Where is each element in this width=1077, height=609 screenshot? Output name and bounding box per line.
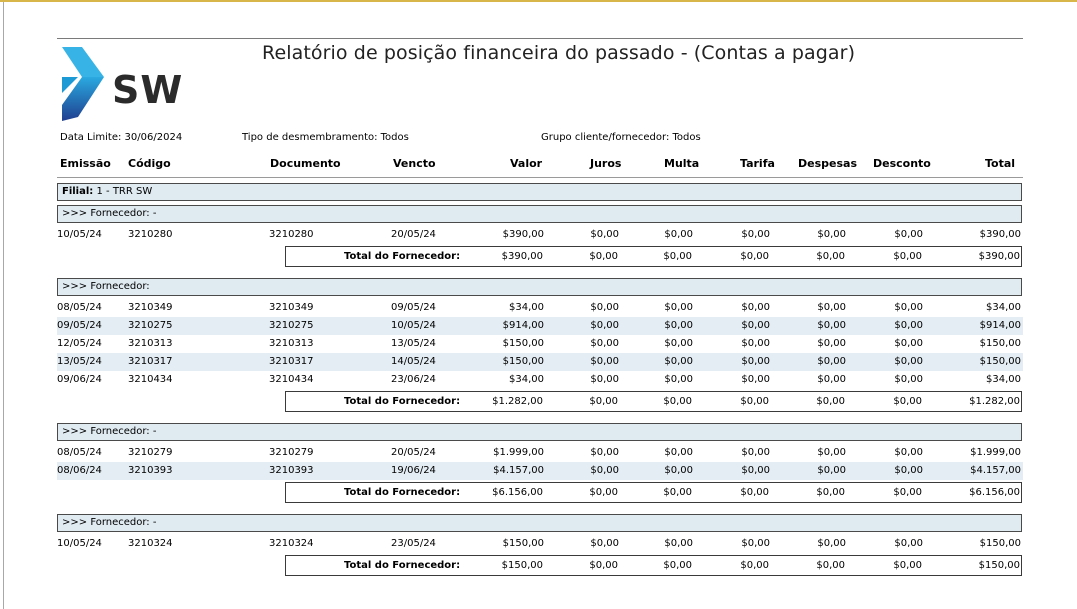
cell-vencto: 10/05/24 bbox=[391, 320, 436, 331]
cell-codigo: 3210280 bbox=[128, 229, 173, 240]
total-value: $0,00 bbox=[893, 396, 922, 407]
cell-tarifa: $0,00 bbox=[741, 338, 770, 349]
total-label: Total do Fornecedor: bbox=[344, 396, 461, 407]
total-value: $0,00 bbox=[816, 487, 845, 498]
cell-tarifa: $0,00 bbox=[741, 374, 770, 385]
total-value: $0,00 bbox=[740, 396, 769, 407]
total-label: Total do Fornecedor: bbox=[344, 251, 461, 262]
fornecedor-total bbox=[285, 246, 1022, 267]
table-row bbox=[57, 462, 1023, 480]
total-value: $1.282,00 bbox=[492, 396, 543, 407]
cell-desconto: $0,00 bbox=[894, 356, 923, 367]
cell-valor: $390,00 bbox=[502, 229, 544, 240]
header-divider bbox=[57, 177, 1023, 178]
filial-value: 1 - TRR SW bbox=[96, 186, 153, 197]
cell-despesas: $0,00 bbox=[817, 302, 846, 313]
cell-desconto: $0,00 bbox=[894, 320, 923, 331]
cell-emissao: 12/05/24 bbox=[57, 338, 102, 349]
col-multa: Multa bbox=[664, 157, 700, 170]
cell-documento: 3210349 bbox=[269, 302, 314, 313]
cell-documento: 3210317 bbox=[269, 356, 314, 367]
cell-valor: $1.999,00 bbox=[493, 447, 544, 458]
col-valor: Valor bbox=[510, 157, 543, 170]
cell-juros: $0,00 bbox=[590, 338, 619, 349]
total-value: $0,00 bbox=[663, 251, 692, 262]
total-label: Total do Fornecedor: bbox=[344, 487, 461, 498]
cell-juros: $0,00 bbox=[590, 320, 619, 331]
cell-valor: $150,00 bbox=[502, 538, 544, 549]
total-value: $6.156,00 bbox=[969, 487, 1020, 498]
cell-multa: $0,00 bbox=[664, 356, 693, 367]
cell-vencto: 20/05/24 bbox=[391, 229, 436, 240]
col-desconto: Desconto bbox=[873, 157, 931, 170]
total-value: $390,00 bbox=[978, 251, 1020, 262]
total-value: $0,00 bbox=[589, 487, 618, 498]
table-row bbox=[57, 317, 1023, 335]
fornecedor-header: >>> Fornecedor: - bbox=[57, 205, 1022, 223]
total-value: $0,00 bbox=[893, 251, 922, 262]
cell-despesas: $0,00 bbox=[817, 374, 846, 385]
cell-documento: 3210313 bbox=[269, 338, 314, 349]
cell-emissao: 08/05/24 bbox=[57, 302, 102, 313]
fornecedor-header: >>> Fornecedor: - bbox=[57, 423, 1022, 441]
cell-vencto: 20/05/24 bbox=[391, 447, 436, 458]
cell-valor: $150,00 bbox=[502, 356, 544, 367]
col-total: Total bbox=[985, 157, 1016, 170]
cell-vencto: 19/06/24 bbox=[391, 465, 436, 476]
cell-vencto: 23/05/24 bbox=[391, 538, 436, 549]
cell-emissao: 10/05/24 bbox=[57, 229, 102, 240]
cell-codigo: 3210324 bbox=[128, 538, 173, 549]
svg-text:SW: SW bbox=[112, 68, 184, 112]
top-border bbox=[0, 0, 1077, 2]
cell-valor: $4.157,00 bbox=[493, 465, 544, 476]
cell-despesas: $0,00 bbox=[817, 356, 846, 367]
cell-juros: $0,00 bbox=[590, 374, 619, 385]
total-value: $0,00 bbox=[893, 487, 922, 498]
total-value: $0,00 bbox=[740, 487, 769, 498]
table-row bbox=[57, 226, 1023, 244]
cell-tarifa: $0,00 bbox=[741, 229, 770, 240]
total-value: $150,00 bbox=[501, 560, 543, 571]
table-row bbox=[57, 335, 1023, 353]
total-value: $390,00 bbox=[501, 251, 543, 262]
cell-total: $4.157,00 bbox=[970, 465, 1021, 476]
sw-logo bbox=[60, 45, 200, 123]
cell-valor: $150,00 bbox=[502, 338, 544, 349]
filial-band bbox=[57, 183, 1022, 201]
col-despesas: Despesas bbox=[798, 157, 857, 170]
cell-vencto: 23/06/24 bbox=[391, 374, 436, 385]
cell-despesas: $0,00 bbox=[817, 447, 846, 458]
cell-multa: $0,00 bbox=[664, 374, 693, 385]
title-divider bbox=[57, 38, 1023, 39]
table-row bbox=[57, 444, 1023, 462]
table-row bbox=[57, 353, 1023, 371]
fornecedor-total bbox=[285, 482, 1022, 503]
col-juros: Juros bbox=[590, 157, 622, 170]
cell-tarifa: $0,00 bbox=[741, 356, 770, 367]
cell-tarifa: $0,00 bbox=[741, 447, 770, 458]
cell-codigo: 3210434 bbox=[128, 374, 173, 385]
cell-total: $914,00 bbox=[979, 320, 1021, 331]
cell-documento: 3210280 bbox=[269, 229, 314, 240]
cell-tarifa: $0,00 bbox=[741, 538, 770, 549]
cell-total: $34,00 bbox=[986, 302, 1021, 313]
table-row bbox=[57, 371, 1023, 389]
cell-documento: 3210434 bbox=[269, 374, 314, 385]
col-emissao: Emissão bbox=[60, 157, 111, 170]
total-value: $0,00 bbox=[589, 560, 618, 571]
cell-multa: $0,00 bbox=[664, 338, 693, 349]
cell-juros: $0,00 bbox=[590, 302, 619, 313]
cell-desconto: $0,00 bbox=[894, 302, 923, 313]
total-label: Total do Fornecedor: bbox=[344, 560, 461, 571]
total-value: $0,00 bbox=[663, 487, 692, 498]
cell-emissao: 09/06/24 bbox=[57, 374, 102, 385]
cell-multa: $0,00 bbox=[664, 538, 693, 549]
total-value: $1.282,00 bbox=[969, 396, 1020, 407]
cell-emissao: 08/05/24 bbox=[57, 447, 102, 458]
tipo-desmembramento: Tipo de desmembramento: Todos bbox=[242, 132, 409, 143]
cell-documento: 3210279 bbox=[269, 447, 314, 458]
total-value: $0,00 bbox=[893, 560, 922, 571]
col-vencto: Vencto bbox=[393, 157, 436, 170]
total-value: $0,00 bbox=[663, 396, 692, 407]
cell-despesas: $0,00 bbox=[817, 538, 846, 549]
cell-codigo: 3210275 bbox=[128, 320, 173, 331]
cell-multa: $0,00 bbox=[664, 465, 693, 476]
cell-desconto: $0,00 bbox=[894, 538, 923, 549]
cell-despesas: $0,00 bbox=[817, 338, 846, 349]
fornecedor-total bbox=[285, 391, 1022, 412]
cell-juros: $0,00 bbox=[590, 356, 619, 367]
cell-vencto: 14/05/24 bbox=[391, 356, 436, 367]
cell-despesas: $0,00 bbox=[817, 229, 846, 240]
cell-desconto: $0,00 bbox=[894, 338, 923, 349]
col-codigo: Código bbox=[128, 157, 171, 170]
col-tarifa: Tarifa bbox=[740, 157, 775, 170]
fornecedor-total bbox=[285, 555, 1022, 576]
cell-emissao: 10/05/24 bbox=[57, 538, 102, 549]
total-value: $0,00 bbox=[816, 251, 845, 262]
total-value: $150,00 bbox=[978, 560, 1020, 571]
cell-desconto: $0,00 bbox=[894, 465, 923, 476]
table-row bbox=[57, 535, 1023, 553]
data-limite: Data Limite: 30/06/2024 bbox=[60, 132, 183, 143]
cell-vencto: 13/05/24 bbox=[391, 338, 436, 349]
cell-desconto: $0,00 bbox=[894, 374, 923, 385]
cell-tarifa: $0,00 bbox=[741, 302, 770, 313]
cell-documento: 3210275 bbox=[269, 320, 314, 331]
filial-label: Filial: bbox=[62, 186, 94, 197]
cell-codigo: 3210393 bbox=[128, 465, 173, 476]
left-border bbox=[3, 2, 4, 609]
cell-emissao: 09/05/24 bbox=[57, 320, 102, 331]
cell-desconto: $0,00 bbox=[894, 229, 923, 240]
total-value: $0,00 bbox=[740, 251, 769, 262]
cell-codigo: 3210317 bbox=[128, 356, 173, 367]
cell-multa: $0,00 bbox=[664, 302, 693, 313]
cell-codigo: 3210279 bbox=[128, 447, 173, 458]
cell-multa: $0,00 bbox=[664, 447, 693, 458]
cell-multa: $0,00 bbox=[664, 229, 693, 240]
cell-codigo: 3210349 bbox=[128, 302, 173, 313]
grupo-fornecedor: Grupo cliente/fornecedor: Todos bbox=[541, 132, 701, 143]
cell-multa: $0,00 bbox=[664, 320, 693, 331]
cell-valor: $914,00 bbox=[502, 320, 544, 331]
cell-total: $150,00 bbox=[979, 356, 1021, 367]
cell-documento: 3210324 bbox=[269, 538, 314, 549]
fornecedor-header: >>> Fornecedor: - bbox=[57, 514, 1022, 532]
cell-codigo: 3210313 bbox=[128, 338, 173, 349]
cell-total: $390,00 bbox=[979, 229, 1021, 240]
cell-desconto: $0,00 bbox=[894, 447, 923, 458]
cell-total: $1.999,00 bbox=[970, 447, 1021, 458]
table-row bbox=[57, 299, 1023, 317]
cell-vencto: 09/05/24 bbox=[391, 302, 436, 313]
cell-tarifa: $0,00 bbox=[741, 320, 770, 331]
cell-juros: $0,00 bbox=[590, 447, 619, 458]
total-value: $0,00 bbox=[589, 251, 618, 262]
col-documento: Documento bbox=[270, 157, 341, 170]
report-title: Relatório de posição financeira do passado - (Contas a pagar) bbox=[262, 42, 856, 64]
cell-despesas: $0,00 bbox=[817, 465, 846, 476]
total-value: $0,00 bbox=[816, 396, 845, 407]
cell-total: $34,00 bbox=[986, 374, 1021, 385]
cell-tarifa: $0,00 bbox=[741, 465, 770, 476]
cell-juros: $0,00 bbox=[590, 229, 619, 240]
cell-documento: 3210393 bbox=[269, 465, 314, 476]
total-value: $0,00 bbox=[740, 560, 769, 571]
total-value: $0,00 bbox=[589, 396, 618, 407]
total-value: $0,00 bbox=[663, 560, 692, 571]
cell-juros: $0,00 bbox=[590, 538, 619, 549]
fornecedor-header: >>> Fornecedor: bbox=[57, 278, 1022, 296]
total-value: $6.156,00 bbox=[492, 487, 543, 498]
cell-total: $150,00 bbox=[979, 538, 1021, 549]
cell-total: $150,00 bbox=[979, 338, 1021, 349]
cell-valor: $34,00 bbox=[509, 302, 544, 313]
cell-emissao: 13/05/24 bbox=[57, 356, 102, 367]
cell-valor: $34,00 bbox=[509, 374, 544, 385]
cell-emissao: 08/06/24 bbox=[57, 465, 102, 476]
cell-juros: $0,00 bbox=[590, 465, 619, 476]
total-value: $0,00 bbox=[816, 560, 845, 571]
cell-despesas: $0,00 bbox=[817, 320, 846, 331]
